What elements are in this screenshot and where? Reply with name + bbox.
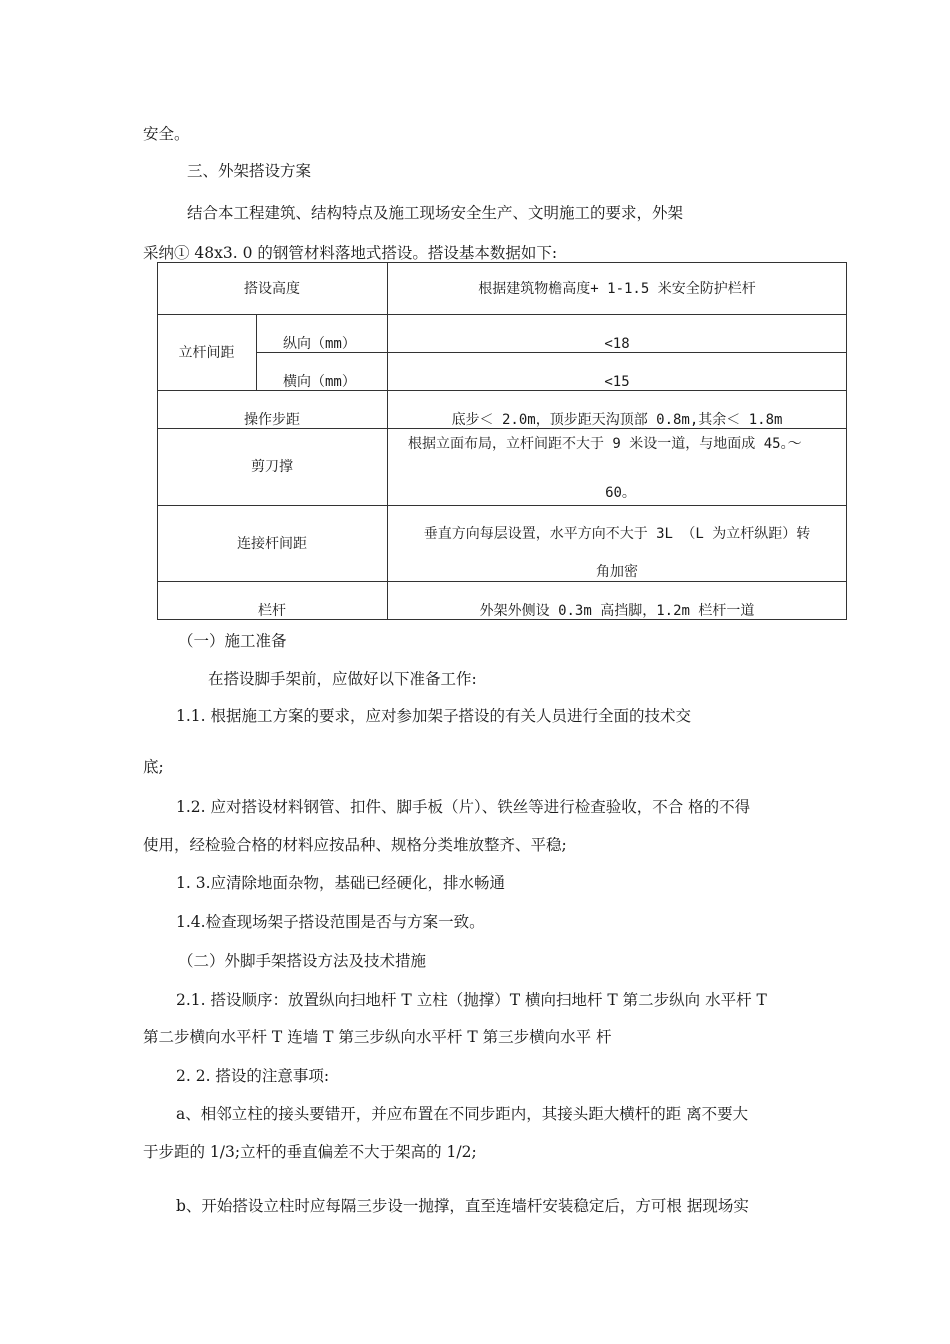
cell-brace-label: 剪刀撑 [251,459,293,475]
cell-brace-value-line2: 60｡ [605,485,629,501]
paragraph-item-2-2: 2. 2. 搭设的注意事项: [176,1067,330,1085]
paragraph-intro: 结合本工程建筑、结构特点及施工现场安全生产、文明施工的要求，外架 [187,204,684,222]
cell-longitudinal-label: 纵向（mm） [283,336,356,352]
section-heading-scaffold-plan: 三、外架搭设方案 [187,162,312,180]
cell-longitudinal-value: <18 [604,336,630,352]
paragraph-item-a-cont: 于步距的 1/3;立杆的垂直偏差不大于架高的 1/2; [143,1143,477,1161]
paragraph-item-1-2: 1.2. 应对搭设材料钢管、扣件、脚手板（片）、铁丝等进行检查验收，不合 格的不得 [176,798,751,816]
cell-tie-value-line2: 角加密 [596,564,638,580]
scaffold-data-table [157,262,847,620]
cell-step-value: 底步＜ 2.0m，顶步距天沟顶部 0.8m,其余＜ 1.8m [451,412,783,428]
cell-height-label: 搭设高度 [244,281,300,297]
table-border-left [157,262,158,620]
paragraph-safety: 安全。 [143,125,190,143]
table-row-divider [157,314,847,315]
paragraph-item-b: b、开始搭设立柱时应每隔三步设一抛撑，直至连墙杆安装稳定后，方可根 据现场实 [176,1197,749,1215]
table-row-divider [157,505,847,506]
cell-height-value: 根据建筑物檐高度+ 1-1.5 米安全防护栏杆 [478,281,756,297]
heading-methods: （二）外脚手架搭设方法及技术措施 [178,952,427,970]
paragraph-item-1-1-cont: 底; [143,758,164,776]
cell-transverse-value: <15 [604,374,630,390]
cell-tie-label: 连接杆间距 [237,536,307,552]
cell-tie-value-line1: 垂直方向每层设置，水平方向不大于 3L （L 为立杆纵距）转 [423,526,811,542]
paragraph-item-2-1-cont: 第二步横向水平杆 T 连墙 T 第三步纵向水平杆 T 第三步横向水平 杆 [143,1028,612,1046]
cell-transverse-label: 横向（mm） [283,374,356,390]
paragraph-material: 采纳① 48x3. 0 的钢管材料落地式搭设。搭设基本数据如下: [143,244,558,262]
paragraph-item-1-4: 1.4.检查现场架子搭设范围是否与方案一致。 [176,913,485,931]
cell-brace-value-line1: 根据立面布局，立杆间距不大于 9 米设一道，与地面成 45｡〜 [408,436,802,452]
table-border-top [157,262,847,263]
heading-preparation: （一）施工准备 [178,632,287,650]
paragraph-item-1-1: 1.1. 根据施工方案的要求，应对参加架子搭设的有关人员进行全面的技术交 [176,707,692,725]
table-border-right [846,262,847,620]
cell-railing-label: 栏杆 [258,603,286,619]
table-row-divider [157,581,847,582]
cell-step-label: 操作步距 [244,412,300,428]
paragraph-item-a: a、相邻立柱的接头要错开，并应布置在不同步距内，其接头距大横杆的距 离不要大 [176,1105,749,1123]
paragraph-item-2-1: 2.1. 搭设顺序：放置纵向扫地杆 T 立柱（抛撑）T 横向扫地杆 T 第二步纵向 水平杆 T [176,991,767,1009]
paragraph-item-1-3: 1. 3.应清除地面杂物，基础已经硬化，排水畅通 [176,874,506,892]
cell-pole-spacing-label: 立杆间距 [178,345,235,361]
cell-railing-value: 外架外侧设 0.3m 高挡脚，1.2m 栏杆一道 [479,603,755,619]
paragraph-preparation-intro: 在搭设脚手架前，应做好以下准备工作: [208,670,477,688]
paragraph-item-1-2-cont: 使用，经检验合格的材料应按品种、规格分类堆放整齐、平稳; [143,836,567,854]
